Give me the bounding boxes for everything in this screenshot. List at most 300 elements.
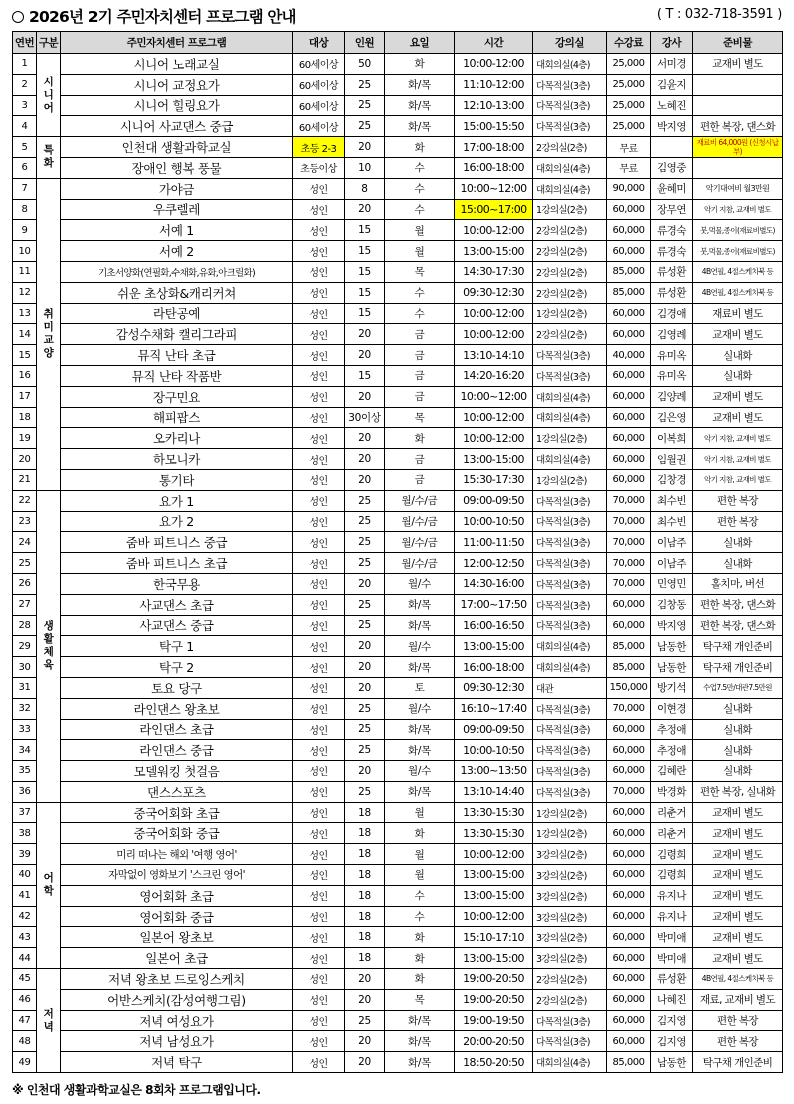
weekday: 토 [385,677,455,698]
row-number: 1 [13,54,37,75]
classroom: 대회의실(4층) [533,157,607,178]
row-number: 43 [13,927,37,948]
weekday: 화/목 [385,719,455,740]
capacity: 25 [345,594,385,615]
weekday: 화 [385,428,455,449]
capacity: 25 [345,511,385,532]
classroom: 다목적실(3층) [533,532,607,553]
table-row [13,303,783,324]
class-time: 19:00-20:50 [455,989,533,1010]
program-name: 오카리나 [61,428,293,449]
materials: 탁구채 개인준비 [693,657,783,678]
program-name: 서예 2 [61,241,293,262]
instructor: 김양례 [651,386,693,407]
row-number: 16 [13,365,37,386]
materials: 붓,먹물,종이(재료비별도) [693,220,783,241]
target-audience: 60세이상 [293,74,345,95]
tuition-fee: 60,000 [607,469,651,490]
classroom: 2강의실(2층) [533,324,607,345]
class-time: 10:00-10:50 [455,511,533,532]
capacity: 20 [345,989,385,1010]
materials: 실내화 [693,553,783,574]
class-time: 13:30-15:30 [455,802,533,823]
program-name: 사교댄스 초급 [61,594,293,615]
row-number: 47 [13,1010,37,1031]
table-row [13,1010,783,1031]
row-number: 17 [13,386,37,407]
instructor: 김윤지 [651,74,693,95]
classroom: 3강의실(2층) [533,844,607,865]
tuition-fee: 60,000 [607,740,651,761]
instructor: 남동한 [651,657,693,678]
instructor: 김경애 [651,303,693,324]
capacity: 25 [345,1010,385,1031]
classroom: 2강의실(2층) [533,989,607,1010]
classroom: 2강의실(2층) [533,282,607,303]
row-number: 10 [13,241,37,262]
weekday: 수 [385,282,455,303]
target-audience: 성인 [293,948,345,969]
capacity: 20 [345,1031,385,1052]
classroom: 대회의실(4층) [533,407,607,428]
row-number: 21 [13,469,37,490]
target-audience: 성인 [293,261,345,282]
materials: 교재비 별도 [693,823,783,844]
table-row [13,282,783,303]
capacity: 15 [345,303,385,324]
classroom: 다목적실(3층) [533,553,607,574]
table-row [13,781,783,802]
program-name: 장구민요 [61,386,293,407]
weekday: 화/목 [385,594,455,615]
program-name: 모델워킹 첫걸음 [61,761,293,782]
class-time: 10:00-12:00 [455,303,533,324]
instructor: 리춘거 [651,802,693,823]
classroom: 대회의실(4층) [533,1052,607,1073]
row-number: 9 [13,220,37,241]
program-name: 댄스스포츠 [61,781,293,802]
row-number: 5 [13,137,37,158]
materials: 재료비 별도 [693,303,783,324]
capacity: 20 [345,677,385,698]
tuition-fee: 60,000 [607,948,651,969]
target-audience: 성인 [293,885,345,906]
weekday: 월/수 [385,573,455,594]
program-name: 탁구 1 [61,636,293,657]
table-row [13,365,783,386]
weekday: 월/수 [385,761,455,782]
class-time: 12:00-12:50 [455,553,533,574]
tuition-fee: 85,000 [607,657,651,678]
materials: 탁구채 개인준비 [693,636,783,657]
capacity: 25 [345,781,385,802]
tuition-fee: 85,000 [607,1052,651,1073]
column-header: 수강료 [607,32,651,54]
instructor: 최수빈 [651,490,693,511]
table-row [13,802,783,823]
table-row [13,636,783,657]
program-name: 일본어 왕초보 [61,927,293,948]
class-time: 09:30-12:30 [455,282,533,303]
table-row [13,594,783,615]
class-time: 14:30-17:30 [455,261,533,282]
target-audience: 성인 [293,719,345,740]
capacity: 20 [345,636,385,657]
instructor: 민영민 [651,573,693,594]
classroom: 대회의실(4층) [533,449,607,470]
program-name: 한국무용 [61,573,293,594]
classroom: 1강의실(2층) [533,428,607,449]
classroom: 대회의실(4층) [533,54,607,75]
weekday: 수 [385,885,455,906]
program-name: 시니어 힐링요가 [61,95,293,116]
category-cell [37,137,61,179]
classroom: 대회의실(4층) [533,386,607,407]
row-number: 41 [13,885,37,906]
classroom: 1강의실(2층) [533,199,607,220]
target-audience: 성인 [293,303,345,324]
weekday: 목 [385,261,455,282]
table-row [13,989,783,1010]
table-body [13,54,783,1073]
row-number: 37 [13,802,37,823]
weekday: 월 [385,220,455,241]
tuition-fee: 60,000 [607,449,651,470]
page-title-text: 2026년 2기 주민자치센터 프로그램 안내 [29,8,296,26]
table-row [13,677,783,698]
classroom: 1강의실(2층) [533,823,607,844]
class-time: 14:20-16:20 [455,365,533,386]
target-audience: 성인 [293,761,345,782]
materials: 4B연필, 4절스케치북 등 [693,282,783,303]
classroom: 다목적실(3층) [533,740,607,761]
table-row [13,1031,783,1052]
materials: 교재비 별도 [693,324,783,345]
row-number: 44 [13,948,37,969]
class-time: 16:00-18:00 [455,157,533,178]
capacity: 20 [345,345,385,366]
phone-number: ( T : 032-718-3591 ) [656,7,782,22]
class-time: 13:00-15:00 [455,449,533,470]
weekday: 화 [385,927,455,948]
class-time: 10:00-12:00 [455,407,533,428]
category-label: 시니어 [43,75,54,114]
row-number: 20 [13,449,37,470]
materials: 악기 지참, 교재비 별도 [693,469,783,490]
tuition-fee: 무료 [607,157,651,178]
program-name: 가야금 [61,178,293,199]
classroom: 3강의실(2층) [533,885,607,906]
weekday: 화/목 [385,781,455,802]
capacity: 20 [345,137,385,158]
row-number: 19 [13,428,37,449]
row-number: 7 [13,178,37,199]
instructor: 류성환 [651,282,693,303]
tuition-fee: 60,000 [607,719,651,740]
materials: 교재비 별도 [693,802,783,823]
program-name: 중국어회화 초급 [61,802,293,823]
program-name: 시니어 노래교실 [61,54,293,75]
class-time: 10:00-12:00 [455,906,533,927]
table-row [13,532,783,553]
classroom: 대관 [533,677,607,698]
category-cell [37,178,61,490]
instructor: 김창동 [651,594,693,615]
target-audience: 성인 [293,657,345,678]
capacity: 25 [345,74,385,95]
instructor: 김지영 [651,1031,693,1052]
capacity: 25 [345,116,385,137]
weekday: 목 [385,407,455,428]
class-time: 10:00-12:00 [455,844,533,865]
target-audience: 성인 [293,1052,345,1073]
weekday: 화/목 [385,1010,455,1031]
program-name: 줌바 피트니스 중급 [61,532,293,553]
target-audience: 성인 [293,511,345,532]
instructor: 유미옥 [651,365,693,386]
instructor: 방기석 [651,677,693,698]
classroom: 1강의실(2층) [533,303,607,324]
class-time: 15:00~17:00 [455,199,533,220]
instructor: 리춘거 [651,823,693,844]
program-name: 토요 당구 [61,677,293,698]
capacity: 18 [345,906,385,927]
target-audience: 성인 [293,844,345,865]
capacity: 8 [345,178,385,199]
classroom: 3강의실(2층) [533,927,607,948]
category-cell [37,802,61,968]
instructor: 이남주 [651,532,693,553]
row-number: 12 [13,282,37,303]
category-label: 저녁 [43,1007,54,1033]
classroom: 다목적실(3층) [533,345,607,366]
tuition-fee: 60,000 [607,1031,651,1052]
capacity: 20 [345,761,385,782]
target-audience: 성인 [293,927,345,948]
materials: 악기 지참, 교재비 별도 [693,449,783,470]
weekday: 목 [385,989,455,1010]
target-audience: 초등 2-3 [293,137,345,158]
tuition-fee: 무료 [607,137,651,158]
program-name: 자막없이 영화보기 '스크린 영어' [61,865,293,886]
capacity: 20 [345,469,385,490]
table-row [13,241,783,262]
column-header: 강의실 [533,32,607,54]
table-row [13,657,783,678]
tuition-fee: 60,000 [607,407,651,428]
tuition-fee: 60,000 [607,386,651,407]
classroom: 다목적실(3층) [533,95,607,116]
table-row [13,927,783,948]
target-audience: 60세이상 [293,95,345,116]
capacity: 20 [345,428,385,449]
weekday: 월 [385,865,455,886]
materials: 교재비 별도 [693,386,783,407]
classroom: 대회의실(4층) [533,636,607,657]
weekday: 화 [385,823,455,844]
materials: 교재비 별도 [693,885,783,906]
class-time: 10:00-12:00 [455,220,533,241]
capacity: 20 [345,449,385,470]
program-name: 우쿠렐레 [61,199,293,220]
tuition-fee: 70,000 [607,573,651,594]
class-time: 17:00~17:50 [455,594,533,615]
target-audience: 60세이상 [293,116,345,137]
weekday: 수 [385,178,455,199]
target-audience: 성인 [293,989,345,1010]
target-audience: 성인 [293,282,345,303]
target-audience: 성인 [293,490,345,511]
classroom: 다목적실(3층) [533,615,607,636]
program-name: 뮤직 난타 작품반 [61,365,293,386]
target-audience: 성인 [293,1031,345,1052]
target-audience: 초등이상 [293,157,345,178]
weekday: 월/수/금 [385,553,455,574]
weekday: 화/목 [385,95,455,116]
instructor: 김지영 [651,1010,693,1031]
classroom: 다목적실(3층) [533,74,607,95]
category-cell [37,54,61,137]
table-row [13,719,783,740]
class-time: 19:00-19:50 [455,1010,533,1031]
weekday: 화/목 [385,116,455,137]
row-number: 33 [13,719,37,740]
target-audience: 성인 [293,553,345,574]
materials: 실내화 [693,345,783,366]
table-row [13,261,783,282]
row-number: 31 [13,677,37,698]
target-audience: 성인 [293,365,345,386]
materials: 4B연필, 4절스케치북 등 [693,261,783,282]
capacity: 20 [345,969,385,990]
class-time: 10:00-10:50 [455,740,533,761]
capacity: 30이상 [345,407,385,428]
classroom: 다목적실(3층) [533,1031,607,1052]
class-time: 13:00~13:50 [455,761,533,782]
row-number: 27 [13,594,37,615]
tuition-fee: 60,000 [607,365,651,386]
tuition-fee: 60,000 [607,220,651,241]
tuition-fee: 70,000 [607,511,651,532]
table-row [13,74,783,95]
program-name: 시니어 교정요가 [61,74,293,95]
weekday: 수 [385,199,455,220]
weekday: 수 [385,157,455,178]
target-audience: 성인 [293,865,345,886]
class-time: 10:00-12:00 [455,324,533,345]
category-label: 취미교양 [43,308,54,360]
tuition-fee: 70,000 [607,490,651,511]
instructor: 서미경 [651,54,693,75]
materials: 실내화 [693,532,783,553]
target-audience: 성인 [293,178,345,199]
materials: 실내화 [693,698,783,719]
weekday: 금 [385,324,455,345]
tuition-fee: 60,000 [607,906,651,927]
instructor: 유지나 [651,885,693,906]
classroom: 다목적실(3층) [533,573,607,594]
table-row [13,449,783,470]
row-number: 23 [13,511,37,532]
column-header: 준비물 [693,32,783,54]
weekday: 월/수 [385,636,455,657]
class-time: 14:30-16:00 [455,573,533,594]
tuition-fee: 60,000 [607,865,651,886]
target-audience: 60세이상 [293,54,345,75]
materials: 실내화 [693,719,783,740]
footnote: ※ 인천대 생활과학교실은 8회차 프로그램입니다. [12,1083,261,1097]
classroom: 1강의실(2층) [533,469,607,490]
table-row [13,906,783,927]
materials [693,157,783,178]
weekday: 월/수/금 [385,532,455,553]
tuition-fee: 60,000 [607,324,651,345]
materials: 교재비 별도 [693,54,783,75]
table-row [13,199,783,220]
row-number: 48 [13,1031,37,1052]
capacity: 25 [345,719,385,740]
program-name: 저녁 왕초보 드로잉스케치 [61,969,293,990]
page-title [12,5,296,27]
row-number: 46 [13,989,37,1010]
tuition-fee: 60,000 [607,802,651,823]
column-header: 대상 [293,32,345,54]
instructor: 이현경 [651,698,693,719]
column-header: 연번 [13,32,37,54]
target-audience: 성인 [293,532,345,553]
column-header: 강사 [651,32,693,54]
program-name: 요가 2 [61,511,293,532]
program-name: 영어회화 중급 [61,906,293,927]
instructor: 박지영 [651,615,693,636]
tuition-fee: 85,000 [607,282,651,303]
row-number: 32 [13,698,37,719]
materials: 교재비 별도 [693,906,783,927]
instructor: 박미애 [651,927,693,948]
program-name: 서예 1 [61,220,293,241]
column-header: 주민자치센터 프로그램 [61,32,293,54]
tuition-fee: 25,000 [607,74,651,95]
capacity: 15 [345,365,385,386]
program-name: 감성수채화 캘리그라피 [61,324,293,345]
tuition-fee: 70,000 [607,532,651,553]
target-audience: 성인 [293,324,345,345]
row-number: 38 [13,823,37,844]
table-row [13,865,783,886]
table-row [13,761,783,782]
weekday: 월/수 [385,698,455,719]
weekday: 화 [385,54,455,75]
class-time: 15:10-17:10 [455,927,533,948]
class-time: 13:10-14:40 [455,781,533,802]
program-name: 일본어 초급 [61,948,293,969]
class-time: 11:00-11:50 [455,532,533,553]
capacity: 25 [345,490,385,511]
table-row [13,178,783,199]
capacity: 25 [345,553,385,574]
class-time: 13:10-14:10 [455,345,533,366]
materials: 악기 지참, 교재비 별도 [693,428,783,449]
table-row [13,428,783,449]
row-number: 22 [13,490,37,511]
weekday: 화/목 [385,74,455,95]
target-audience: 성인 [293,906,345,927]
tuition-fee: 150,000 [607,677,651,698]
category-label: 생활체육 [43,620,54,672]
weekday: 월 [385,844,455,865]
tuition-fee: 85,000 [607,636,651,657]
weekday: 화/목 [385,1052,455,1073]
